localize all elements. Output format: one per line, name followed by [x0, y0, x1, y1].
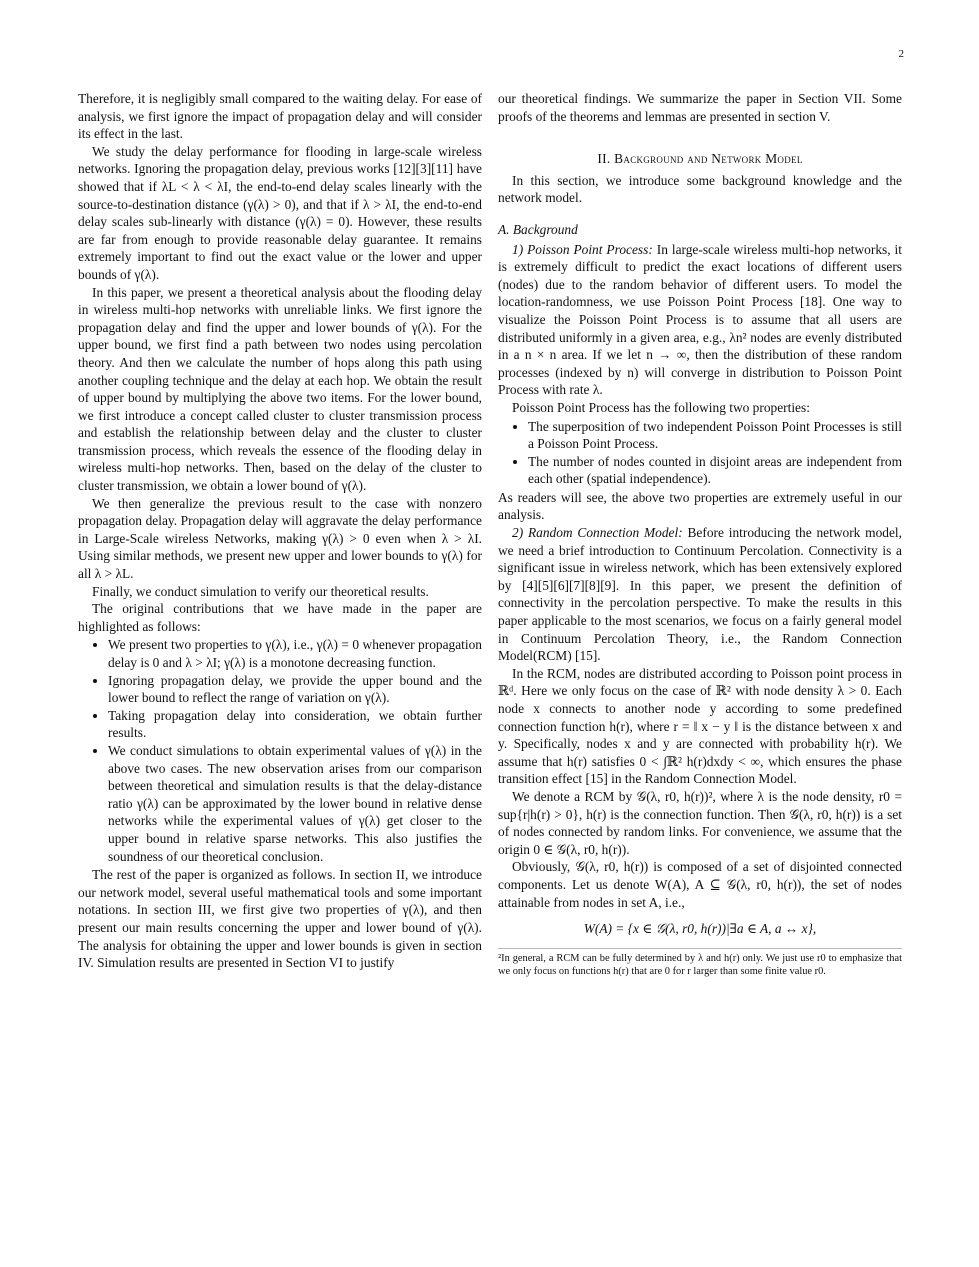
runin-heading: 1) Poisson Point Process: [512, 241, 653, 257]
footnote: ²In general, a RCM can be fully determined by λ and h(r) only. We just use r0 to emphasize that we only focus on functions h(r) that are 0 for r larger than some finite value r0. [498, 948, 902, 978]
paragraph: Obviously, 𝒢(λ, r0, h(r)) is composed of a set of disjointed connected components. Let us denote W(A), A ⊆ 𝒢(λ, r0, h(r)), the set of nodes attainable from nodes in set A, i.e., [498, 859, 902, 910]
properties-list [498, 418, 902, 488]
subsection-heading: A. Background [498, 221, 578, 237]
paragraph-text: In large-scale wireless multi-hop networks, it is extremely difficult to predict the exact locations of different users (nodes) due to the random behavior of different users. To model the location-randomness, we use Poisson Point Process [18]. One way to visualize the Poisson Point Process is to assume that all users are distributed uniformly in a given area, e.g., λn² nodes are evenly distributed in a n × n area. If we let n → ∞, then the distribution of these random processes (indexed by n) will converge in distribution to Poisson Point Process with rate λ. [498, 241, 902, 398]
right-column [498, 90, 902, 978]
paragraph: Poisson Point Process has the following two properties: [512, 399, 810, 415]
list-item: • The number of nodes counted in disjoint areas are independent from each other (spatial independence). [528, 453, 902, 488]
list-item: • We present two properties to γ(λ), i.e., γ(λ) = 0 whenever propagation delay is 0 and λ > λI; γ(λ) is a monotone decreasing function. [108, 636, 482, 671]
list-item: • Taking propagation delay into consideration, we obtain further results. [108, 707, 482, 742]
list-item: • Ignoring propagation delay, we provide the upper bound and the lower bound to reflect the range of variation on γ(λ). [108, 672, 482, 707]
paragraph: We denote a RCM by 𝒢(λ, r0, h(r))², where λ is the node density, r0 = sup{r|h(r) > 0}, h(r) is the connection function. Then 𝒢(λ, r0, h(r)) is a set of nodes connected by random links. For convenience, we assume that the origin 0 ∈ 𝒢(λ, r0, h(r)). [498, 788, 902, 857]
paragraph: In the RCM, nodes are distributed according to Poisson point process in ℝᵈ. Here we only focus on the case of ℝ² with node density λ > 0. Each node x connects to another node y according to some predefined connection function h(r), where r = ‖ x − y ‖ is the distance between x and y. Specifically, nodes x and y are connected with probability h(r). We assume that h(r) satisfies 0 < ∫ℝ² h(r)dxdy < ∞, which ensures the phase transition effect [15] in the Random Connection Model. [498, 665, 902, 787]
paragraph: In this paper, we present a theoretical analysis about the flooding delay in wireless multi-hop networks with unreliable links. We first ignore the propagation delay and find the upper and lower bounds of γ(λ). For the upper bound, we first find a path between two nodes using percolation theory. And then we calculate the number of hops along this path using another coupling technique and the delay at each hop. We obtain the result of upper bound by multiplying the above two items. For the lower bound, we first introduce a concept called cluster to cluster transmission process and establish the relationship between delay and the cluster to cluster transmission process, which reveals the essence of the flooding delay in wireless multi-hop networks. Then, based on the delay of the cluster to cluster transmission, we obtain a lower bound of γ(λ). [78, 284, 482, 494]
paragraph [498, 241, 902, 399]
paragraph [498, 524, 902, 665]
paragraph: In this section, we introduce some background knowledge and the network model. [498, 172, 902, 206]
equation: W(A) = {x ∈ 𝒢(λ, r0, h(r))|∃a ∈ A, a ↔ x}, [583, 921, 817, 937]
paragraph: As readers will see, the above two properties are extremely useful in our analysis. [498, 489, 902, 523]
list-item: • The superposition of two independent Poisson Point Processes is still a Poisson Point Process. [528, 418, 902, 453]
paragraph: The original contributions that we have made in the paper are highlighted as follows: [78, 601, 482, 634]
paragraph: We study the delay performance for flooding in large-scale wireless networks. Ignoring the propagation delay, previous works [12][3][11] have showed that if λL < λ < λI, the end-to-end delay scales linearly with the source-to-destination distance (γ(λ) > 0), and that if λ > λI, the end-to-end delay scales sub-linearly with distance (γ(λ) = 0). However, these results are far from enough to provide reasonable delay guarantee. It remains extremely important to find out the exact value or the lower and upper bounds of γ(λ). [78, 143, 482, 282]
section-heading: II. Background and Network Model [597, 151, 803, 167]
page-number: 2 [898, 48, 904, 60]
runin-heading: 2) Random Connection Model: [512, 525, 683, 541]
paragraph-text: Before introducing the network model, we need a brief introduction to Continuum Percolation. Connectivity is a significant issue in wireless network, which has been extensively explored by [4][5][6][7][8][9]. In this paper, we present the definition of connectivity in the percolation perspective. To make the results in this paper applicable to the most scenarios, we focus on a fairly general model in Continuum Percolation Theory, i.e., the Random Connection Model(RCM) [15]. [498, 525, 902, 664]
paragraph: The rest of the paper is organized as follows. In section II, we introduce our network model, several useful mathematical tools and some important notations. In section III, we first give two properties of γ(λ), and then present our main results concerning the upper and lower bound of γ(λ). The analysis for obtaining the upper and lower bounds is given in section IV. Simulation results are presented in Section VI to justify [78, 867, 482, 971]
left-column [78, 90, 482, 972]
contributions-list [78, 636, 482, 865]
paragraph: our theoretical findings. We summarize the paper in Section VII. Some proofs of the theorems and lemmas are presented in section V. [498, 91, 902, 124]
list-item: • We conduct simulations to obtain experimental values of γ(λ) in the above two cases. The new observation arises from our comparison between theoretical and simulation results is that the delay-distance ratio γ(λ) can be approximated by the lower bound in relative dense networks while the experimental values of γ(λ) get closer to the upper bound in relative sparse networks. This also justifies the soundness of our theoretical conclusion. [108, 742, 482, 865]
paragraph: We then generalize the previous result to the case with nonzero propagation delay. Propagation delay will aggravate the delay performance in Large-Scale wireless Networks, making γ(λ) > 0 even when λ > λI. Using similar methods, we present new upper and lower bounds to γ(λ) for all λ > λL. [78, 495, 482, 582]
paragraph: Therefore, it is negligibly small compared to the waiting delay. For ease of analysis, we first ignore the impact of propagation delay and will consider its effect in the last. [78, 91, 482, 142]
paragraph: Finally, we conduct simulation to verify our theoretical results. [92, 583, 429, 599]
